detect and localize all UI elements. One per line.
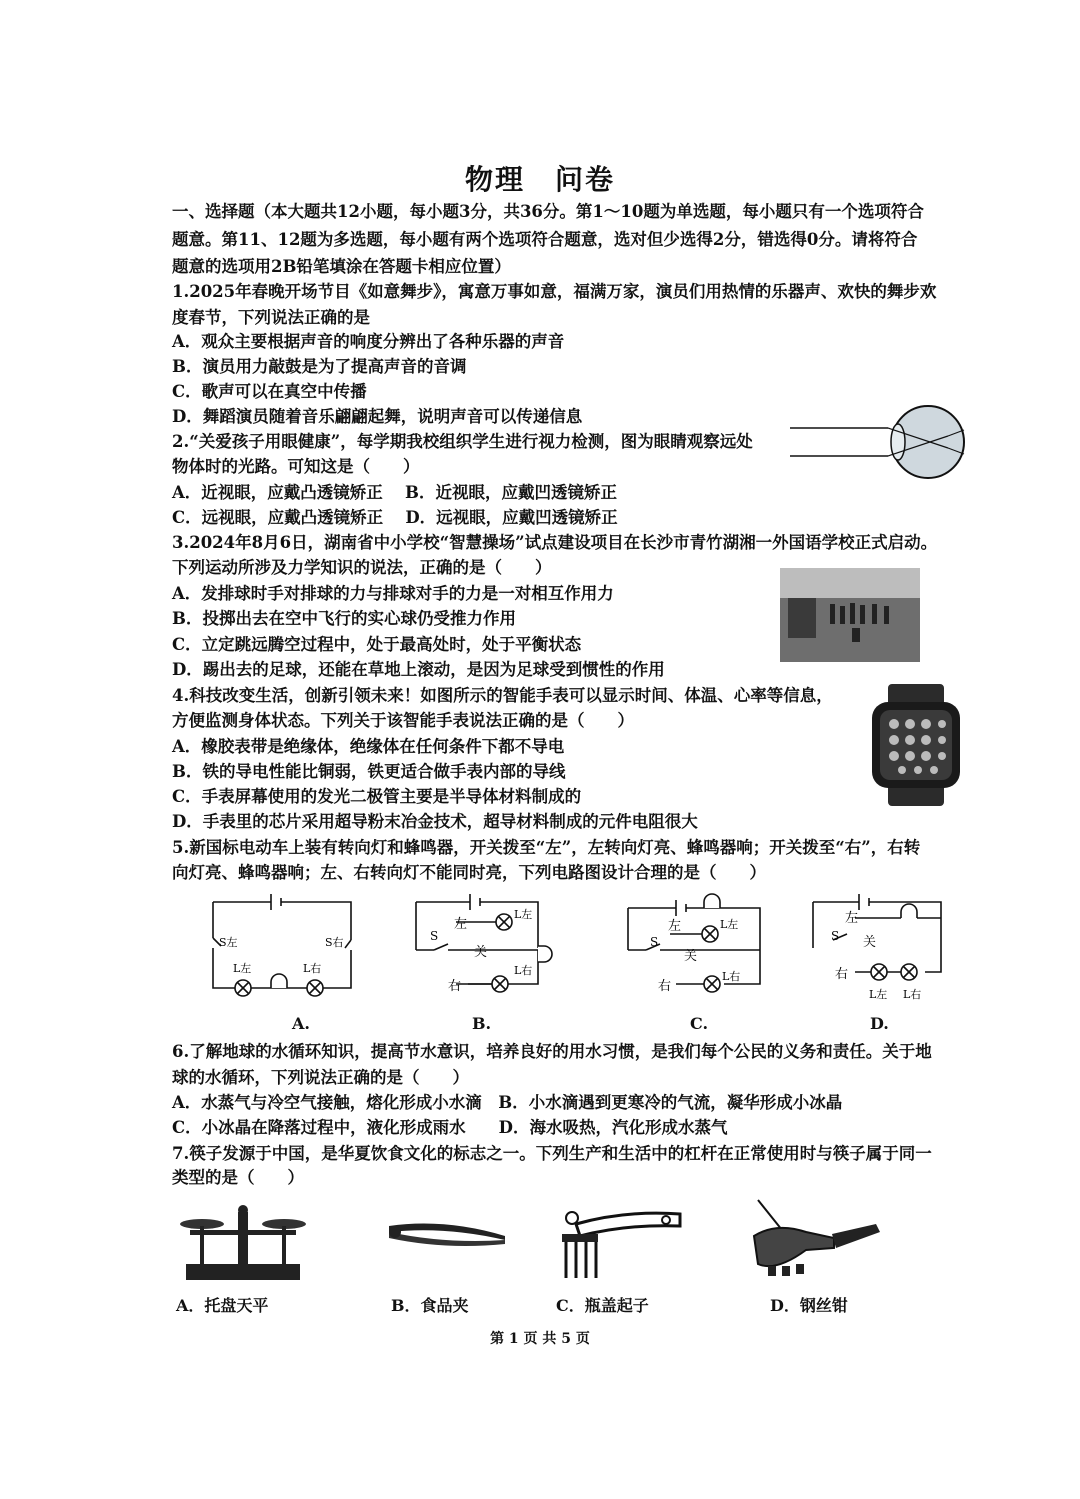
page-title: 物理 问卷 (464, 163, 615, 196)
q7-caption-d: D．钢丝钳 (770, 1296, 848, 1315)
bottle-opener-picture (556, 1204, 686, 1284)
q3-option-a: A．发排球时手对排球的力与排球对手的力是一对相互作用力 (172, 584, 614, 603)
q4-option-b: B．铁的导电性能比铜弱，铁更适合做手表内部的导线 (172, 762, 566, 781)
circuit-b-off-label: 关 (474, 945, 488, 960)
q4-stem-line-1: 4.科技改变生活，创新引领未来！如图所示的智能手表可以显示时间、体温、心率等信息， (172, 686, 833, 705)
circuit-c (620, 888, 780, 1006)
circuit-c-label: C. (690, 1014, 709, 1033)
q4-option-a: A．橡胶表带是绝缘体，绝缘体在任何条件下都不导电 (172, 737, 565, 756)
circuit-a-l-left-label: L左 (233, 962, 252, 975)
q3-option-d: D．踢出去的足球，还能在草地上滚动，是因为足球受到惯性的作用 (172, 660, 665, 679)
circuit-a-label: A. (292, 1014, 310, 1033)
circuit-a-s-right-label: S右 (325, 936, 344, 949)
circuit-d (805, 888, 955, 1006)
wire-cutter-picture (736, 1192, 886, 1284)
circuit-c-right-label: 右 (658, 979, 672, 994)
smart-watch-photo (866, 684, 966, 806)
circuit-b-l-left-label: L左 (514, 908, 533, 921)
circuit-d-label: D. (870, 1014, 889, 1033)
circuit-a-l-right-label: L右 (303, 962, 322, 975)
section-header-line-2: 题意。第11、12题为多选题，每小题有两个选项符合题意，选对但少选得2分，错选得0分。请将符合 (172, 230, 918, 249)
circuit-b-right-label: 右 (448, 979, 462, 994)
q1-option-d: D．舞蹈演员随着音乐翩翩起舞，说明声音可以传递信息 (172, 407, 583, 426)
q6-stem-line-2: 球的水循环，下列说法正确的是（ ） (172, 1068, 469, 1087)
q6-stem-line-1: 6.了解地球的水循环知识，提高节水意识，培养良好的用水习惯，是我们每个公民的义务和责任。关于地 (172, 1042, 932, 1061)
page-footer: 第 1 页 共 5 页 (490, 1331, 590, 1347)
tray-balance-picture (176, 1202, 310, 1284)
circuit-b (408, 888, 568, 1006)
eye-diagram-figure (788, 404, 973, 482)
circuit-c-l-right-label: L右 (722, 970, 741, 983)
q7-stem-line-2: 类型的是（ ） (172, 1168, 304, 1187)
circuit-d-l-right-label: L右 (903, 988, 922, 1001)
q5-stem-line-2: 向灯亮、蜂鸣器响；左、右转向灯不能同时亮，下列电路图设计合理的是（ ） (172, 863, 766, 882)
q2-options-cd: C．远视眼，应戴凸透镜矫正 D．远视眼，应戴凹透镜矫正 (172, 508, 618, 527)
section-header-line-3: 题意的选项用2B铅笔填涂在答题卡相应位置） (172, 257, 511, 276)
circuit-c-off-label: 关 (684, 949, 698, 964)
circuit-a (205, 888, 360, 1006)
circuit-d-left-label: 左 (845, 911, 859, 926)
q5-stem-line-1: 5.新国标电动车上装有转向灯和蜂鸣器，开关拨至“左”，左转向灯亮、蜂鸣器响；开关拨至“右”，右转 (172, 838, 921, 857)
circuit-b-label: B. (472, 1014, 492, 1033)
q6-options-cd: C．小冰晶在降落过程中，液化形成雨水 D．海水吸热，汽化形成水蒸气 (172, 1118, 728, 1137)
q1-option-a: A．观众主要根据声音的响度分辨出了各种乐器的声音 (172, 332, 565, 351)
q2-options-ab: A．近视眼，应戴凸透镜矫正 B．近视眼，应戴凹透镜矫正 (172, 483, 617, 502)
q4-option-d: D．手表里的芯片采用超导粉末冶金技术，超导材料制成的元件电阻很大 (172, 812, 698, 831)
q6-options-ab: A．水蒸气与冷空气接触，熔化形成小水滴 B．小水滴遇到更寒冷的气流，凝华形成小冰晶 (172, 1093, 843, 1112)
q1-stem-line-2: 度春节，下列说法正确的是 (172, 308, 370, 327)
q1-option-c: C．歌声可以在真空中传播 (172, 382, 367, 401)
q2-stem-line-2: 物体时的光路。可知这是（ ） (172, 457, 420, 476)
q2-stem-line-1: 2.“关爱孩子用眼健康”，每学期我校组织学生进行视力检测，图为眼睛观察远处 (172, 432, 753, 451)
circuit-b-s-label: S (430, 929, 439, 943)
circuit-d-off-label: 关 (863, 935, 877, 950)
q3-stem-line-2: 下列运动所涉及力学知识的说法，正确的是（ ） (172, 558, 552, 577)
circuit-d-l-left-label: L左 (869, 988, 888, 1001)
sports-field-photo (780, 568, 920, 662)
q1-option-b: B．演员用力敲鼓是为了提高声音的音调 (172, 357, 467, 376)
q7-caption-a: A．托盘天平 (176, 1296, 269, 1315)
q7-stem-line-1: 7.筷子发源于中国，是华夏饮食文化的标志之一。下列生产和生活中的杠杆在正常使用时与筷子属于同一 (172, 1144, 932, 1163)
q4-option-c: C．手表屏幕使用的发光二极管主要是半导体材料制成的 (172, 787, 582, 806)
circuit-c-s-label: S (650, 935, 659, 949)
q3-stem-line-1: 3.2024年8月6日，湖南省中小学校“智慧操场”试点建设项目在长沙市青竹湖湘一外国语学校正式启动。 (172, 533, 938, 552)
circuit-c-l-left-label: L左 (720, 918, 739, 931)
circuit-b-l-right-label: L右 (514, 964, 533, 977)
q4-stem-line-2: 方便监测身体状态。下列关于该智能手表说法正确的是（ ） (172, 711, 634, 730)
q1-stem-line-1: 1.2025年春晚开场节目《如意舞步》，寓意万事如意，福满万家，演员们用热情的乐器声、欢快的舞步欢 (172, 282, 937, 301)
circuit-d-right-label: 右 (835, 967, 849, 982)
q7-caption-b: B．食品夹 (391, 1296, 469, 1315)
circuit-b-left-label: 左 (454, 917, 468, 932)
section-header-line-1: 一、选择题（本大题共12小题，每小题3分，共36分。第1～10题为单选题，每小题只有一个选项符合 (172, 202, 924, 221)
food-tongs-picture (385, 1214, 509, 1254)
circuit-c-left-label: 左 (668, 919, 682, 934)
q3-option-c: C．立定跳远腾空过程中，处于最高处时，处于平衡状态 (172, 635, 582, 654)
q7-caption-c: C．瓶盖起子 (556, 1296, 649, 1315)
circuit-a-s-left-label: S左 (219, 936, 238, 949)
circuit-d-s-label: S (831, 929, 840, 943)
q3-option-b: B．投掷出去在空中飞行的实心球仍受推力作用 (172, 609, 516, 628)
